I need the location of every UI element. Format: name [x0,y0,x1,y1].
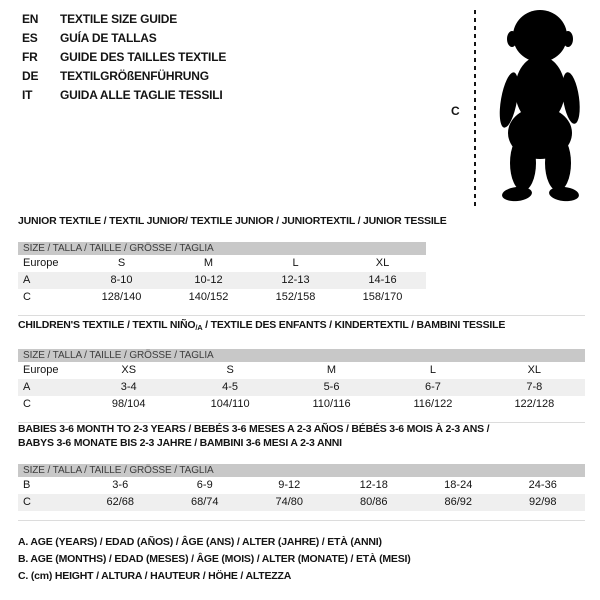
row-cell: L [429,364,436,376]
language-title: TEXTILGRÖßENFÜHRUNG [60,69,209,83]
table-rows [18,477,585,511]
language-row [22,10,226,29]
table-rows [18,362,585,413]
row-cell: S [117,257,126,269]
row-cell: 122/128 [514,398,555,410]
row-cell: 152/158 [275,291,316,303]
table-title-line [18,318,585,335]
row-cell: M [203,257,214,269]
row-cell: XL [527,364,542,376]
figure-dashed-line [474,10,476,207]
row-cell: 92/98 [528,496,557,508]
table-row [18,289,426,306]
table-section [18,318,585,423]
row-cell: 80/86 [359,496,388,508]
table-row [18,396,585,413]
row-cell: 12-13 [281,274,310,286]
language-code: IT [22,88,33,102]
language-title: GUIDE DES TAILLES TEXTILE [60,50,227,64]
table-bottom-rule [18,520,585,521]
row-cell: 104/110 [210,398,250,410]
note-line: A. AGE (YEARS) / EDAD (AÑOS) / ÂGE (ANS) / ALTER (JAHRE) / ETÀ (ANNI) [18,536,382,548]
footnotes [18,534,411,585]
title-segment: / TEXTILE DES ENFANTS / KINDERTEXTIL / BAMBINI TESSILE [202,319,506,331]
row-cell: 6-7 [424,381,441,393]
row-label: C [23,496,31,508]
row-cell: 68/74 [190,496,219,508]
row-cell: 4-5 [222,381,239,393]
table-title-line [18,422,585,436]
title-segment: JUNIOR TEXTILE / TEXTIL JUNIOR/ TEXTILE JUNIOR / JUNIORTEXTIL / JUNIOR TESSILE [18,215,447,227]
table-row [18,379,585,396]
row-cell: 14-16 [368,274,397,286]
row-cell: XL [375,257,390,269]
row-cell: 6-9 [196,479,213,491]
row-cell: XS [121,364,137,376]
title-segment: BABYS 3-6 MONATE BIS 2-3 JAHRE / BAMBINI 3-6 MESI A 2-3 ANNI [18,437,342,449]
row-cell: 18-24 [444,479,473,491]
table-row [18,362,585,379]
row-label: B [23,479,31,491]
row-cell: 24-36 [528,479,557,491]
row-cell: 3-4 [120,381,137,393]
row-cell: 5-6 [323,381,340,393]
row-cell: 12-18 [359,479,388,491]
row-label: Europe [23,257,59,269]
language-row [22,29,226,48]
row-label: A [23,381,31,393]
note-line: C. (cm) HEIGHT / ALTURA / HAUTEUR / HÖHE / ALTEZZA [18,570,292,582]
table-title-line [18,436,585,450]
table-title [18,318,585,335]
row-label: C [23,398,31,410]
language-row [22,48,226,67]
row-cell: S [226,364,234,376]
table-title [18,422,585,450]
language-title: GUIDA ALLE TAGLIE TESSILI [60,88,223,102]
row-cell: 62/68 [106,496,135,508]
size-header-bar: SIZE / TALLA / TAILLE / GRÖSSE / TAGLIA [18,242,426,255]
row-cell: M [326,364,337,376]
language-list [22,10,226,105]
row-label: Europe [23,364,59,376]
table-row [18,494,585,511]
language-code: DE [22,69,39,83]
language-code: ES [22,31,38,45]
baby-silhouette-icon [483,8,595,206]
note-line: B. AGE (MONTHS) / EDAD (MESES) / ÂGE (MOIS) / ALTER (MONATE) / ETÀ (MESI) [18,553,411,565]
row-cell: 110/116 [312,398,351,410]
title-segment: CHILDREN'S TEXTILE / TEXTIL NIÑO [18,319,196,331]
row-cell: 140/152 [188,291,229,303]
row-cell: 86/92 [444,496,473,508]
table-section [18,422,585,521]
title-segment: /A [195,323,203,332]
table-section [18,214,585,316]
language-title: TEXTILE SIZE GUIDE [60,12,178,26]
size-header-bar: SIZE / TALLA / TAILLE / GRÖSSE / TAGLIA [18,464,585,477]
language-code: EN [22,12,39,26]
row-label: A [23,274,31,286]
language-row [22,86,226,105]
figure-height-label: C [451,104,460,118]
row-cell: 3-6 [112,479,129,491]
size-header-bar: SIZE / TALLA / TAILLE / GRÖSSE / TAGLIA [18,349,585,362]
row-label: C [23,291,31,303]
row-cell: 9-12 [278,479,301,491]
table-title [18,214,585,228]
language-title: GUÍA DE TALLAS [60,31,157,45]
row-cell: 116/122 [413,398,453,410]
table-title-line [18,214,585,228]
row-cell: 7-8 [526,381,543,393]
row-cell: 98/104 [111,398,146,410]
language-row [22,67,226,86]
language-code: FR [22,50,38,64]
row-cell: 74/80 [275,496,304,508]
table-row [18,477,585,494]
row-cell: 8-10 [110,274,133,286]
row-cell: 128/140 [101,291,142,303]
title-segment: BABIES 3-6 MONTH TO 2-3 YEARS / BEBÉS 3-6 MESES A 2-3 AÑOS / BÉBÉS 3-6 MOIS À 2-3 ANS / [18,423,490,435]
table-row [18,255,426,272]
table-row [18,272,426,289]
table-rows [18,255,426,306]
table-bottom-rule [18,315,585,316]
row-cell: L [292,257,299,269]
row-cell: 10-12 [194,274,223,286]
row-cell: 158/170 [362,291,403,303]
